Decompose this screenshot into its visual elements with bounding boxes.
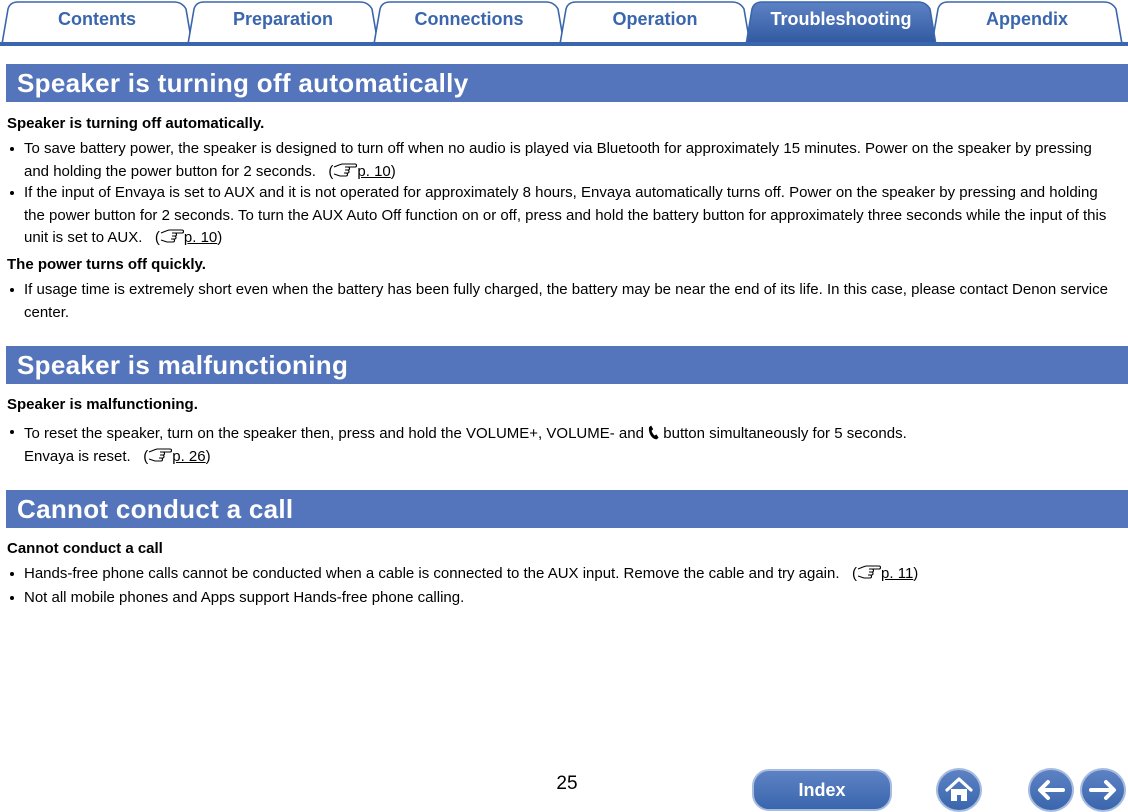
section-title-cannot-call: Cannot conduct a call (6, 490, 1128, 528)
tab-contents[interactable]: Contents (58, 9, 136, 29)
tab-underline (0, 42, 1128, 46)
tab-preparation[interactable]: Preparation (232, 9, 334, 29)
forward-button[interactable] (1080, 768, 1126, 812)
tab-bar (0, 0, 1128, 46)
page-reference[interactable]: ( p. 26) (134, 447, 211, 465)
section-title-malfunctioning: Speaker is malfunctioning (6, 346, 1128, 384)
bullet (10, 596, 14, 600)
tab-appendix[interactable]: Appendix (985, 9, 1068, 29)
list-item (24, 182, 1118, 250)
bullet (10, 572, 14, 576)
item-text: Not all mobile phones and Apps support Hands-free phone calling. (24, 589, 465, 606)
page-reference-link[interactable]: p. 26 (172, 447, 206, 465)
section-title-auto-off: Speaker is turning off automatically (6, 64, 1128, 102)
phone-icon (648, 425, 659, 440)
list-item (24, 587, 1118, 610)
page-reference[interactable]: ( p. 10) (146, 229, 223, 246)
item-text: Hands-free phone calls cannot be conducted when a cable is connected to the AUX input. Remove the cable and try again. (24, 565, 840, 582)
pointing-hand-icon (160, 229, 184, 243)
subheading-auto-off: Speaker is turning off automatically. (7, 115, 265, 132)
pointing-hand-icon (333, 163, 357, 177)
subheading-malfunctioning: Speaker is malfunctioning. (7, 396, 198, 413)
tab-troubleshooting[interactable]: Troubleshooting (770, 9, 912, 29)
page-reference[interactable]: ( p. 11) (843, 565, 919, 582)
item-text-line2: Envaya is reset. (24, 447, 131, 465)
tab-connections[interactable]: Connections (414, 9, 524, 29)
page-reference-link[interactable]: p. 11 (881, 565, 914, 582)
bullet (10, 191, 14, 195)
home-icon (938, 770, 980, 810)
list-item (24, 138, 1118, 183)
bullet (10, 288, 14, 292)
subheading-cannot-call: Cannot conduct a call (7, 540, 163, 557)
list-item (24, 563, 1118, 586)
tab-operation[interactable]: Operation (612, 9, 698, 29)
list-item (24, 279, 1118, 324)
item-text-continued: button simultaneously for 5 seconds. (663, 425, 907, 442)
item-text: To reset the speaker, turn on the speaker then, press and hold the VOLUME+, VOLUME- and (24, 425, 644, 442)
item-text: To save battery power, the speaker is designed to turn off when no audio is played via Bluetooth for approximately 15 minutes. Power on the speaker by pressing and holding the power button for 2 seconds. (24, 140, 1092, 180)
arrow-right-icon (1082, 770, 1124, 810)
bullet (10, 147, 14, 151)
home-button[interactable] (936, 768, 982, 812)
pointing-hand-icon (148, 448, 172, 462)
item-text: If usage time is extremely short even when the battery has been fully charged, the battery may be near the end of its life. In this case, please contact Denon service center. (24, 281, 1108, 321)
list-item (24, 423, 1118, 468)
page-reference-link[interactable]: p. 10 (183, 229, 218, 246)
arrow-left-icon (1030, 770, 1072, 810)
item-text: If the input of Envaya is set to AUX and it is not operated for approximately 8 hours, Envaya automatically turns off. Power on the speaker by pressing and holding the power button for 2 seconds. To turn the AUX Auto Off function on or off, press and hold the battery button for approximately three seconds while the input of this unit is set to AUX. (24, 184, 1107, 246)
index-button[interactable]: Index (752, 769, 892, 811)
subheading-power-off-quickly: The power turns off quickly. (7, 256, 206, 273)
bullet (10, 430, 14, 434)
page-reference-link[interactable]: p. 10 (357, 162, 391, 180)
pointing-hand-icon (857, 565, 881, 579)
page-number: 25 (556, 773, 578, 794)
back-button[interactable] (1028, 768, 1074, 812)
page-reference[interactable]: ( p. 10) (320, 162, 396, 180)
